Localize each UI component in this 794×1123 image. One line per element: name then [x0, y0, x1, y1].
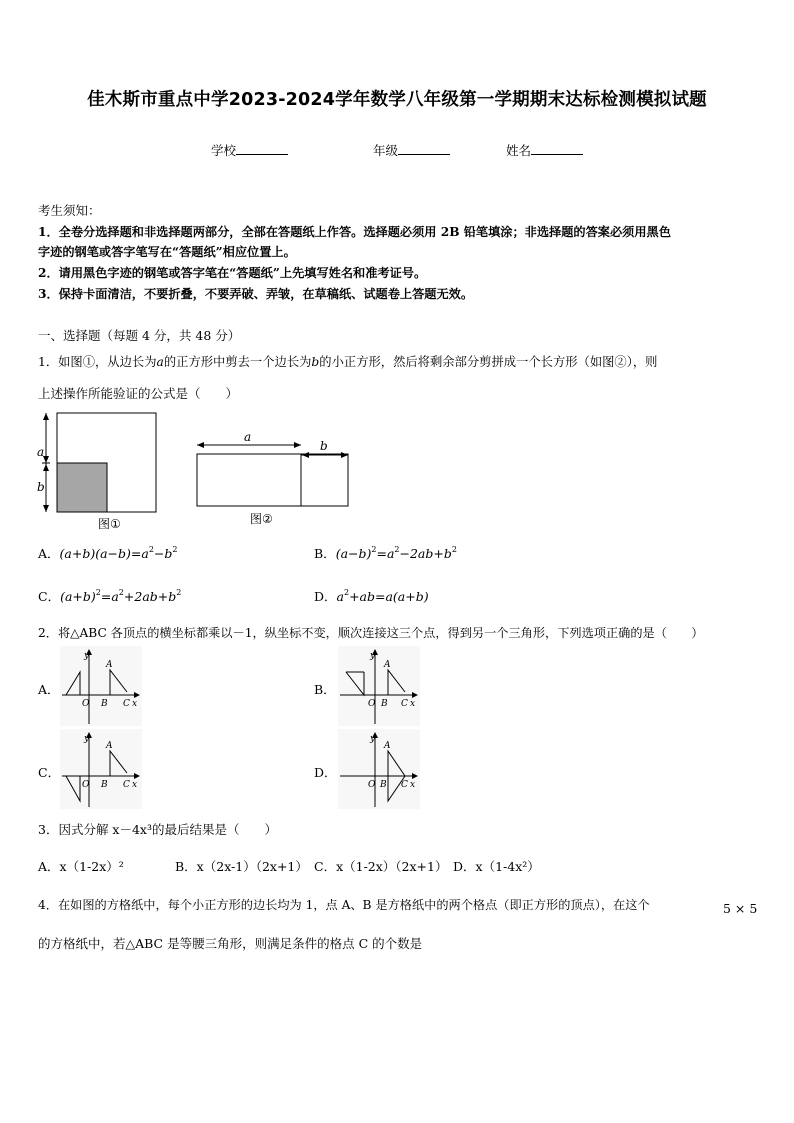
exponent: 2: [371, 545, 377, 554]
q3-option-d[interactable]: D．x（1-4x²）: [453, 859, 540, 874]
svg-text:x: x: [410, 780, 416, 790]
name-label: 姓名: [506, 143, 532, 158]
svg-text:x: x: [410, 699, 416, 709]
q1-text-a: 1．如图①，从边长为: [38, 355, 157, 369]
fig1-label-a: a: [37, 445, 45, 459]
q1-option-c[interactable]: [38, 587, 181, 607]
q2-option-a-label[interactable]: A．: [38, 682, 60, 697]
exponent: 2: [148, 545, 154, 554]
notice-item-2: 2．请用黑色字迹的钢笔或答字笔在“答题纸”上先填写姓名和准考证号。: [38, 266, 427, 280]
svg-text:O: O: [368, 699, 376, 709]
q1-var-a: a: [156, 355, 164, 369]
q2-graph-c[interactable]: [60, 729, 142, 809]
option-c-mid: =a: [100, 589, 119, 604]
option-d-expr2: +ab=a(a+b): [349, 589, 429, 604]
exponent: 2: [394, 545, 400, 554]
q2-stem: 2．将△ABC 各顶点的横坐标都乘以－1，纵坐标不变，顺次连接这三个点，得到另一个三角形，下列选项正确的是（ ）: [38, 626, 704, 640]
long-rect-b: [301, 454, 348, 506]
q3-stem: 3．因式分解 x－4x³的最后结果是（ ）: [38, 822, 277, 837]
svg-text:C: C: [401, 699, 408, 709]
q2-option-d-label[interactable]: D．: [314, 765, 337, 780]
exponent: 2: [95, 588, 101, 597]
name-field[interactable]: [506, 141, 583, 159]
q3-option-c[interactable]: C．x（1-2x）（2x+1）: [314, 859, 448, 874]
fig2-caption: 图②: [250, 512, 273, 526]
q1-var-b: b: [311, 355, 320, 369]
exponent: 2: [118, 588, 124, 597]
exponent: 2: [172, 545, 178, 554]
q3-option-b[interactable]: B．x（2x-1）（2x+1）: [175, 859, 308, 874]
svg-text:B: B: [101, 780, 108, 790]
exponent: 2: [451, 545, 457, 554]
option-b-label: B．: [314, 546, 336, 561]
q1-figure-2: [190, 428, 355, 528]
option-c-label: C．: [38, 589, 61, 604]
notice-heading: 考生须知：: [38, 203, 101, 218]
notice-item-3: 3．保持卡面清洁，不要折叠，不要弄破、弄皱，在草稿纸、试题卷上答题无效。: [38, 287, 474, 301]
grade-blank[interactable]: [398, 143, 450, 155]
svg-text:y: y: [84, 734, 90, 744]
svg-text:A: A: [106, 741, 113, 751]
svg-text:y: y: [370, 651, 376, 661]
option-a-expr: (a+b)(a−b)=a: [59, 546, 149, 561]
svg-text:O: O: [82, 780, 90, 790]
fig1-label-b: b: [37, 480, 45, 494]
school-field[interactable]: [211, 141, 288, 159]
q2-graph-d[interactable]: [338, 729, 420, 809]
school-label: 学校: [211, 143, 237, 158]
fig2-label-b: b: [320, 439, 328, 453]
q3-option-a[interactable]: A．x（1-2x）²: [38, 859, 124, 874]
svg-text:A: A: [384, 660, 391, 670]
name-blank[interactable]: [531, 143, 583, 155]
svg-text:A: A: [106, 660, 113, 670]
option-c-tail: +2ab+b: [123, 589, 177, 604]
q1-option-a[interactable]: [38, 544, 178, 564]
svg-text:B: B: [381, 699, 388, 709]
q4-stem-line1: 4．在如图的方格纸中，每个小正方形的边长均为 1，点 A、B 是方格纸中的两个格点（即正方形的顶点），在这个: [38, 898, 650, 912]
option-b-mid: =a: [376, 546, 395, 561]
svg-text:y: y: [370, 734, 376, 744]
svg-text:B: B: [380, 780, 387, 790]
option-d-expr1: a: [336, 589, 344, 604]
fig1-caption: 图①: [98, 517, 121, 531]
fig2-label-a: a: [244, 430, 252, 444]
q1-option-b[interactable]: [314, 544, 457, 564]
option-d-label: D．: [314, 589, 337, 604]
q1-text-c: 的小正方形，然后将剩余部分剪拼成一个长方形（如图②），则: [319, 355, 658, 369]
option-b-expr: (a−b): [335, 546, 372, 561]
option-b-tail: −2ab+b: [399, 546, 452, 561]
grade-field[interactable]: [373, 141, 450, 159]
svg-text:B: B: [101, 699, 108, 709]
small-square-shaded: [57, 463, 107, 512]
svg-text:C: C: [123, 699, 130, 709]
q2-option-c-label[interactable]: C．: [38, 765, 61, 780]
svg-text:O: O: [368, 780, 376, 790]
q2-option-b-label[interactable]: B．: [314, 682, 336, 697]
grade-label: 年级: [373, 143, 399, 158]
section-heading: 一、选择题（每题 4 分，共 48 分）: [38, 328, 241, 343]
q1-option-d[interactable]: [314, 587, 429, 607]
q1-stem-line2: 上述操作所能验证的公式是（ ）: [38, 386, 239, 401]
exponent: 2: [343, 588, 350, 597]
q1-stem-line1: [38, 352, 657, 372]
q2-graph-b[interactable]: [338, 646, 420, 726]
school-blank[interactable]: [236, 143, 288, 155]
q1-text-b: 的正方形中剪去一个边长为: [163, 355, 312, 369]
q1-figure-1: [34, 408, 164, 534]
notice-item-1a: 1．全卷分选择题和非选择题两部分，全部在答题纸上作答。选择题必须用 2B 铅笔填涂；非选择题的答案必须用黑色: [38, 225, 671, 239]
q4-grid-size: 5 × 5: [723, 901, 758, 916]
long-rect-a: [197, 454, 301, 506]
q2-graph-a[interactable]: [60, 646, 142, 726]
option-c-expr: (a+b): [60, 589, 96, 604]
exam-title: 佳木斯市重点中学2023-2024学年数学八年级第一学期期末达标检测模拟试题: [87, 90, 707, 110]
option-a-label: A．: [38, 546, 60, 561]
svg-text:C: C: [401, 780, 408, 790]
notice-item-1b: 字迹的钢笔或答字笔写在“答题纸”相应位置上。: [38, 245, 296, 259]
svg-text:y: y: [84, 651, 90, 661]
svg-text:x: x: [132, 699, 138, 709]
svg-text:x: x: [132, 780, 138, 790]
svg-text:O: O: [82, 699, 90, 709]
svg-text:C: C: [123, 780, 130, 790]
q4-stem-line2: 的方格纸中，若△ABC 是等腰三角形，则满足条件的格点 C 的个数是: [38, 936, 423, 951]
svg-text:A: A: [384, 741, 391, 751]
option-a-tail: −b: [153, 546, 173, 561]
exponent: 2: [176, 588, 182, 597]
